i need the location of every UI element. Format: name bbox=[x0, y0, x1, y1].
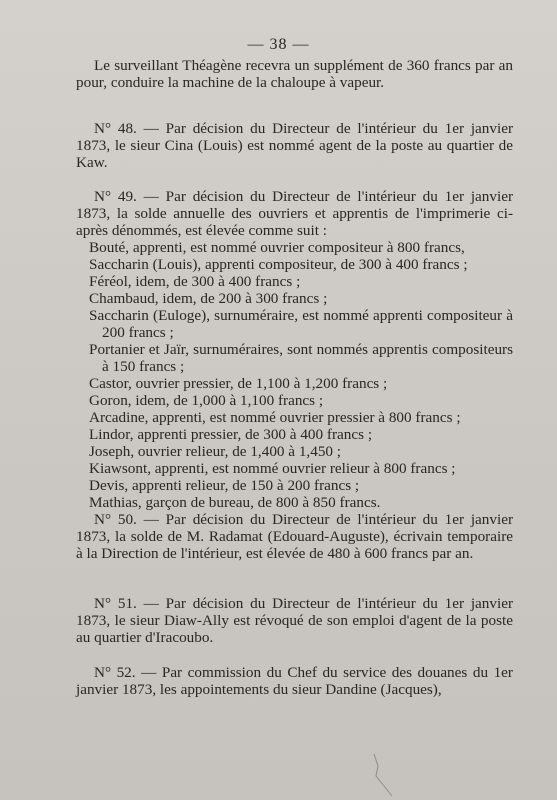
salary-list bbox=[76, 239, 513, 511]
paragraph-text: N° 51. — Par décision du Directeur de l'intérieur du 1er janvier 1873, le sieur Diaw-Ally est révoqué de son emploi d'agent de la poste au quartier d'Iracoubo. bbox=[76, 595, 513, 646]
list-item: Goron, idem, de 1,000 à 1,100 francs ; bbox=[89, 392, 324, 409]
paragraph-text: N° 50. — Par décision du Directeur de l'intérieur du 1er janvier 1873, la solde de M. Radamat (Edouard-Auguste), écrivain temporaire à la Direction de l'intérieur, est élevée de 480 à 600 francs par an. bbox=[76, 511, 513, 562]
list-item: Joseph, ouvrier relieur, de 1,400 à 1,450 ; bbox=[89, 443, 342, 460]
list-item: Lindor, apprenti pressier, de 300 à 400 francs ; bbox=[89, 426, 373, 443]
list-item: Féréol, idem, de 300 à 400 francs ; bbox=[89, 273, 301, 290]
paragraph-text: N° 52. — Par commission du Chef du service des douanes du 1er janvier 1873, les appointements du sieur Dandine (Jacques), bbox=[76, 664, 513, 698]
paragraph-text: Le surveillant Théagène recevra un supplément de 360 francs par an pour, conduire la machine de la chaloupe à vapeur. bbox=[76, 57, 513, 91]
decision-52 bbox=[76, 664, 513, 698]
list-item: Arcadine, apprenti, est nommé ouvrier pressier à 800 francs ; bbox=[89, 409, 461, 426]
list-item: Saccharin (Louis), apprenti compositeur, de 300 à 400 francs ; bbox=[89, 256, 468, 273]
decision-51 bbox=[76, 595, 513, 646]
paragraph-surveillant bbox=[76, 57, 513, 91]
paper-crease-mark bbox=[370, 752, 410, 798]
paragraph-intro: N° 49. — Par décision du Directeur de l'intérieur du 1er janvier 1873, la solde annuelle des ouvriers et apprentis de l'imprimerie ci-après dénommés, est élevée comme suit : bbox=[76, 188, 513, 239]
list-item: Portanier et Jaïr, surnuméraires, sont nommés apprentis compositeurs à 150 francs ; bbox=[89, 341, 513, 375]
decision-50 bbox=[76, 511, 513, 562]
decision-49 bbox=[76, 188, 513, 511]
decision-48 bbox=[76, 120, 513, 171]
page-number: — 38 — bbox=[247, 36, 310, 53]
list-item: Saccharin (Euloge), surnuméraire, est nommé apprenti compositeur à 200 francs ; bbox=[89, 307, 513, 341]
list-item: Mathias, garçon de bureau, de 800 à 850 francs. bbox=[89, 494, 381, 511]
list-item: Devis, apprenti relieur, de 150 à 200 francs ; bbox=[89, 477, 360, 494]
list-item: Chambaud, idem, de 200 à 300 francs ; bbox=[89, 290, 328, 307]
list-item: Bouté, apprenti, est nommé ouvrier compositeur à 800 francs, bbox=[89, 239, 465, 256]
list-item: Castor, ouvrier pressier, de 1,100 à 1,200 francs ; bbox=[89, 375, 388, 392]
list-item: Kiawsont, apprenti, est nommé ouvrier relieur à 800 francs ; bbox=[89, 460, 456, 477]
paragraph-text: N° 48. — Par décision du Directeur de l'intérieur du 1er janvier 1873, le sieur Cina (Louis) est nommé agent de la poste au quartier de Kaw. bbox=[76, 120, 513, 171]
